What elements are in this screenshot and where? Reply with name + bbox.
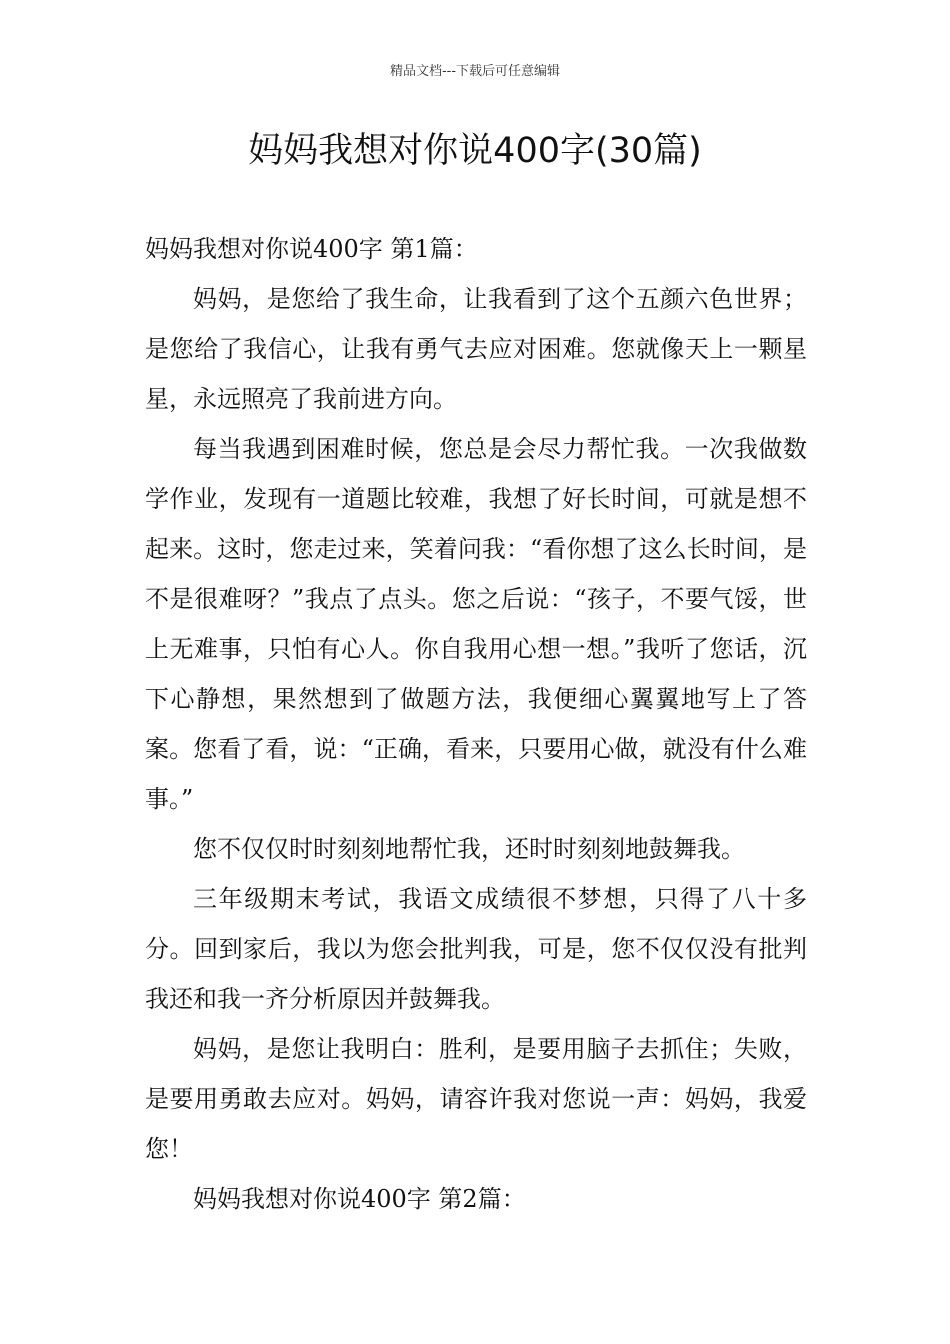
body-paragraph-2: 每当我遇到困难时候，您总是会尽力帮忙我。一次我做数学作业，发现有一道题比较难，我想了好长时间，可就是想不起来。这时，您走过来，笑着问我：“看你想了这么长时间，是不是很难呀？”我点了点头。您之后说：“孩子，不要气馁，世上无难事，只怕有心人。你自我用心想一想。”我听了您话，沉下心静想，果然想到了做题方法，我便细心翼翼地写上了答案。您看了看，说：“正确，看来，只要用心做，就没有什么难事。” [145,435,807,813]
body-paragraph-1: 妈妈，是您给了我生命，让我看到了这个五颜六色世界；是您给了我信心，让我有勇气去应对困难。您就像天上一颗星星，永远照亮了我前进方向。 [145,285,807,413]
section-heading-2: 妈妈我想对你说400字 第2篇： [193,1185,526,1213]
body-paragraph-5: 妈妈，是您让我明白：胜利，是要用脑子去抓住；失败，是要用勇敢去应对。妈妈，请容许我对您说一声：妈妈，我爱您！ [145,1035,807,1163]
header-note: 精品文档---下载后可任意编辑 [389,64,561,79]
section-heading-1: 妈妈我想对你说400字 第1篇： [145,235,478,263]
document-title: 妈妈我想对你说400字(30篇) [248,131,702,171]
body-paragraph-3: 您不仅仅时时刻刻地帮忙我，还时时刻刻地鼓舞我。 [193,835,745,863]
document-body [145,224,807,1224]
body-paragraph-4: 三年级期末考试，我语文成绩很不梦想，只得了八十多分。回到家后，我以为您会批判我，可是，您不仅仅没有批判我还和我一齐分析原因并鼓舞我。 [145,885,807,1013]
